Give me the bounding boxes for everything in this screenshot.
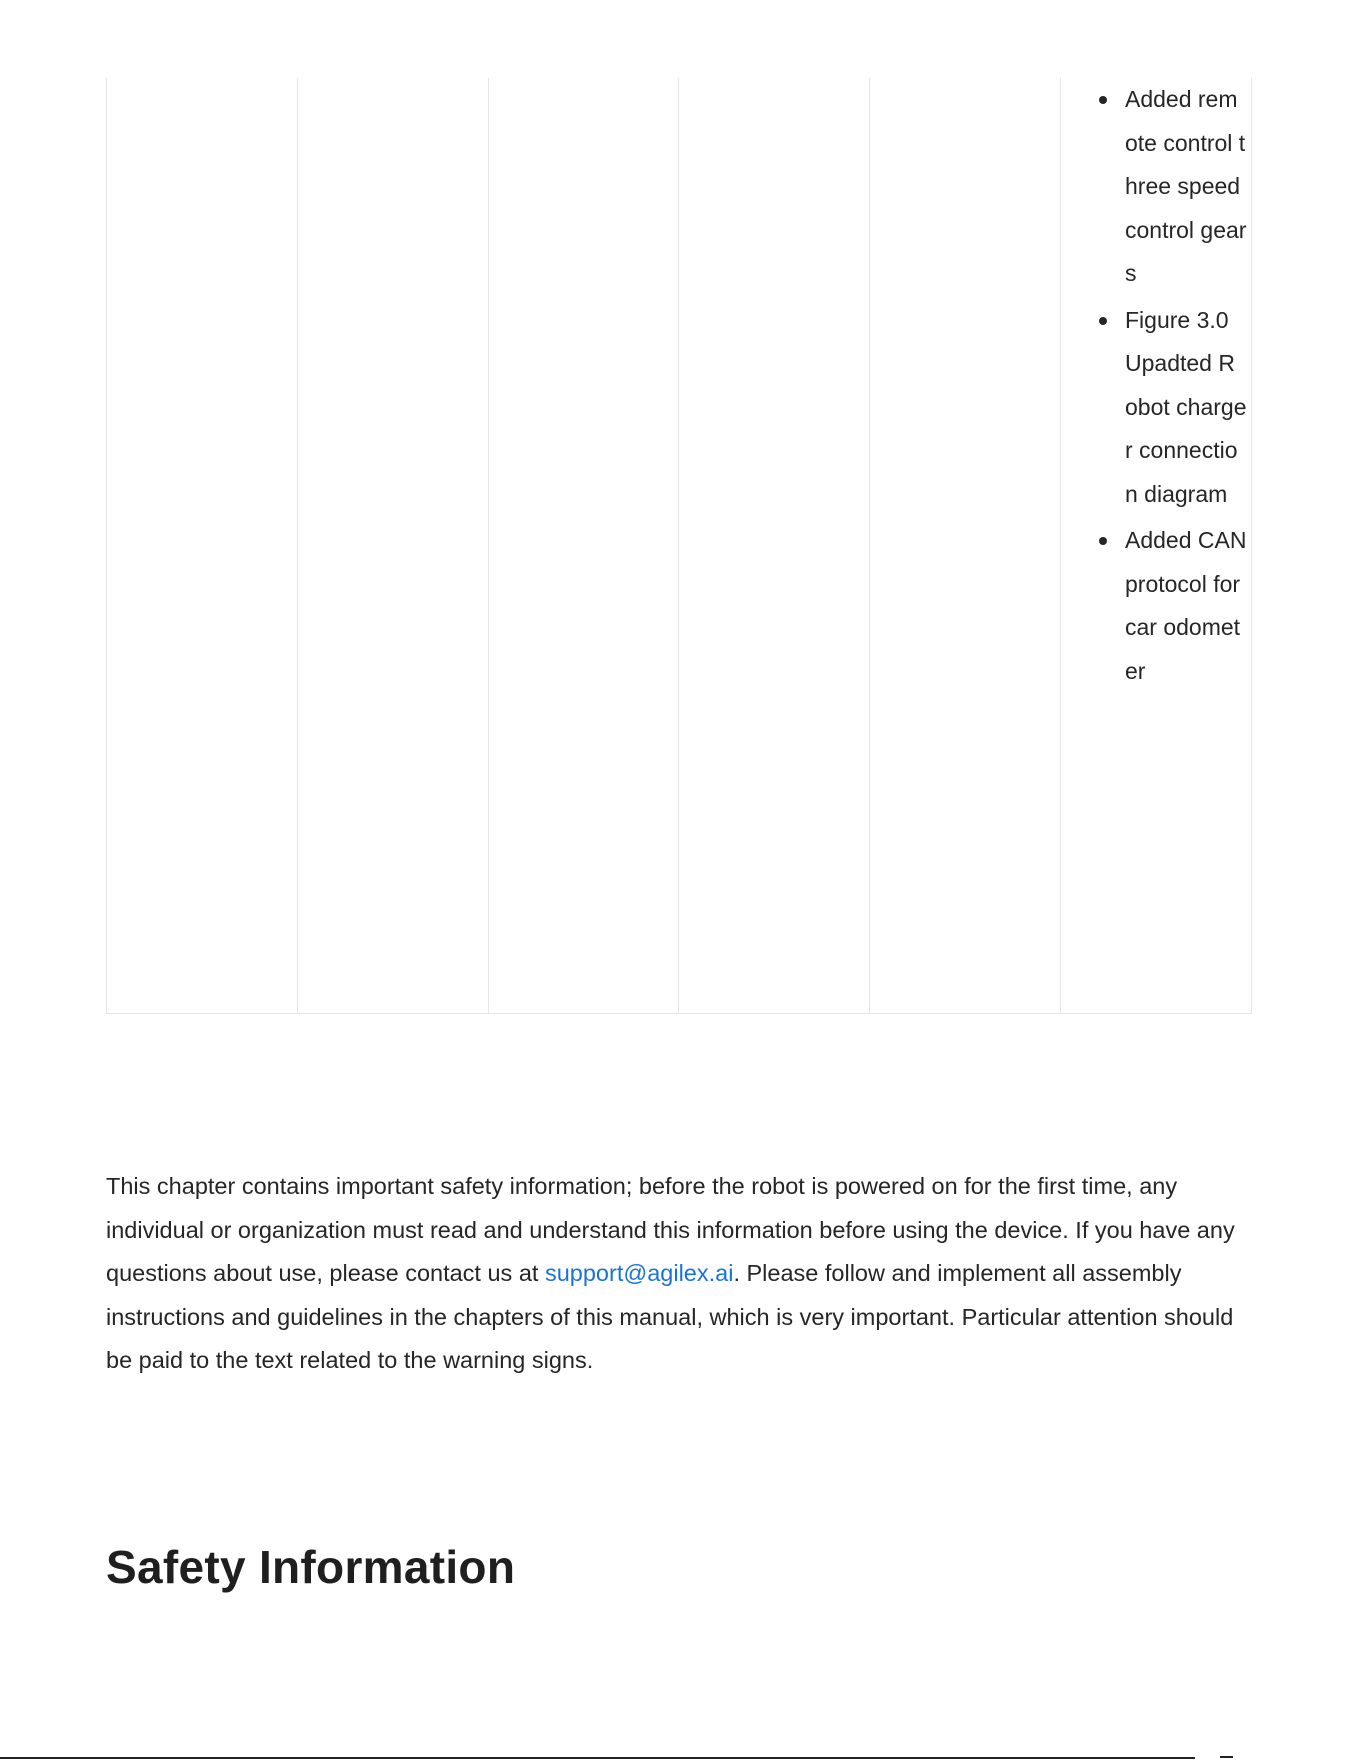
intro-text-before-link: This chapter contains important safety information; before the robot is powered on for the first time, any individual or organization must read and understand this information before using the device. If you have any questions about use, please contact us at [106,1173,1235,1286]
footer-mark [1220,1756,1233,1758]
list-item: Figure 3.0 Upadted Robot charger connection diagram [1125,299,1251,517]
support-email-link[interactable]: support@agilex.ai [544,1260,734,1286]
intro-text-after-link: . Please follow and implement all assembly instructions and guidelines in the chapters of this manual, which is very important. Particular attention should be paid to the text related to the warning signs. [106,1260,1234,1373]
notes-list [1061,78,1251,693]
section-heading: Safety Information [106,1541,516,1593]
table-cell [297,78,488,1014]
table-cell [107,78,298,1014]
footer-divider [0,1757,1195,1759]
table-cell [870,78,1061,1014]
list-item: Added remote control three speed control gears [1125,78,1251,296]
release-notes-table [106,78,1252,1014]
list-item: Added CAN protocol for car odometer [1125,519,1251,693]
table-row [107,78,1252,1014]
intro-paragraph [106,1165,1252,1383]
table-cell-notes [1061,78,1252,1014]
table-cell [679,78,870,1014]
table-cell [488,78,679,1014]
